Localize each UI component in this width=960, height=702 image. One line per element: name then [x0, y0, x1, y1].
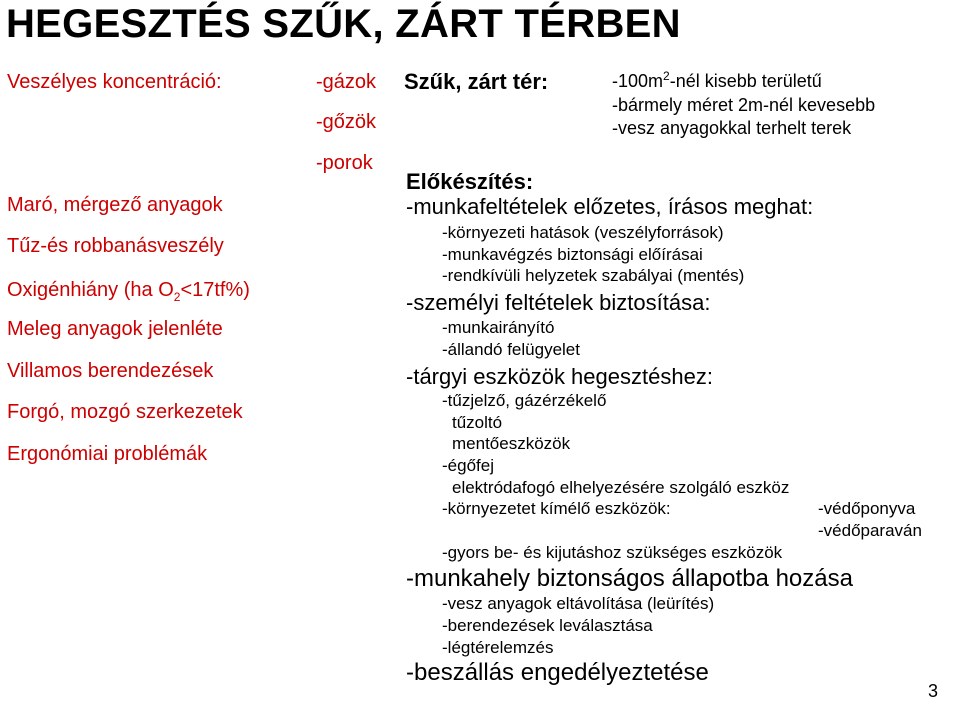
prep-line: -tűzjelző, gázérzékelő: [442, 391, 607, 410]
prep-line: -égőfej: [442, 456, 494, 475]
gas-item: -gázok: [316, 71, 377, 93]
dust-item: -porok: [316, 152, 373, 174]
prep-line: -munkairányító: [442, 318, 555, 337]
prep-line: -rendkívüli helyzetek szabályai (mentés): [442, 266, 745, 285]
definition-heading: Szűk, zárt tér:: [404, 69, 549, 94]
prep-line: -gyors be- és kijutáshoz szükséges eszközök: [442, 543, 783, 562]
hazard-item: Forgó, mozgó szerkezetek: [7, 401, 243, 423]
prep-line: elektródafogó elhelyezésére szolgáló eszköz: [452, 478, 790, 497]
prep-line: tűzoltó: [452, 413, 503, 432]
hazard-item: Maró, mérgező anyagok: [7, 194, 223, 216]
definition-line: [612, 71, 822, 92]
prep-line: -beszállás engedélyeztetése: [406, 659, 709, 686]
oxygen-text: Oxigénhiány (ha O: [7, 279, 174, 301]
hazard-item: Meleg anyagok jelenléte: [7, 318, 223, 340]
prep-line: -berendezések leválasztása: [442, 616, 653, 635]
hazard-item: Ergonómiai problémák: [7, 443, 208, 465]
definition-line: -bármely méret 2m-nél kevesebb: [612, 95, 876, 115]
page-title: HEGESZTÉS SZŰK, ZÁRT TÉRBEN: [6, 2, 681, 46]
concentration-label: Veszélyes koncentráció:: [7, 71, 222, 93]
prep-line: -légtérelemzés: [442, 638, 554, 657]
prep-line: mentőeszközök: [452, 434, 571, 453]
prep-line: -állandó felügyelet: [442, 340, 580, 359]
prep-line: -vesz anyagok eltávolítása (leürítés): [442, 594, 715, 613]
page-number: 3: [928, 681, 939, 701]
preparation-heading: Előkészítés:: [406, 169, 534, 194]
prep-line: -munkavégzés biztonsági előírásai: [442, 245, 703, 264]
prep-line: -tárgyi eszközök hegesztéshez:: [406, 364, 713, 389]
hazard-item: Tűz-és robbanásveszély: [7, 235, 224, 257]
prep-line: -védőponyva: [818, 499, 916, 518]
prep-line: -munkahely biztonságos állapotba hozása: [406, 565, 853, 592]
definition-area-tail: -nél kisebb területű: [669, 71, 822, 91]
oxygen-subscript: 2: [173, 290, 181, 304]
prep-line: -munkafeltételek előzetes, írásos meghat:: [406, 194, 814, 219]
oxygen-tail: <17tf%): [180, 279, 250, 301]
hazard-item: Villamos berendezések: [7, 360, 214, 382]
vapor-item: -gőzök: [316, 111, 377, 133]
definition-area: -100m: [612, 71, 664, 91]
prep-line: -környezeti hatások (veszélyforrások): [442, 223, 724, 242]
hazard-item-oxygen: [7, 279, 250, 302]
definition-superscript: 2: [663, 69, 670, 83]
prep-line: -környezetet kímélő eszközök:: [442, 499, 671, 518]
prep-line: -védőparaván: [818, 521, 922, 540]
prep-line: -személyi feltételek biztosítása:: [406, 290, 711, 315]
definition-line: -vesz anyagokkal terhelt terek: [612, 118, 852, 138]
